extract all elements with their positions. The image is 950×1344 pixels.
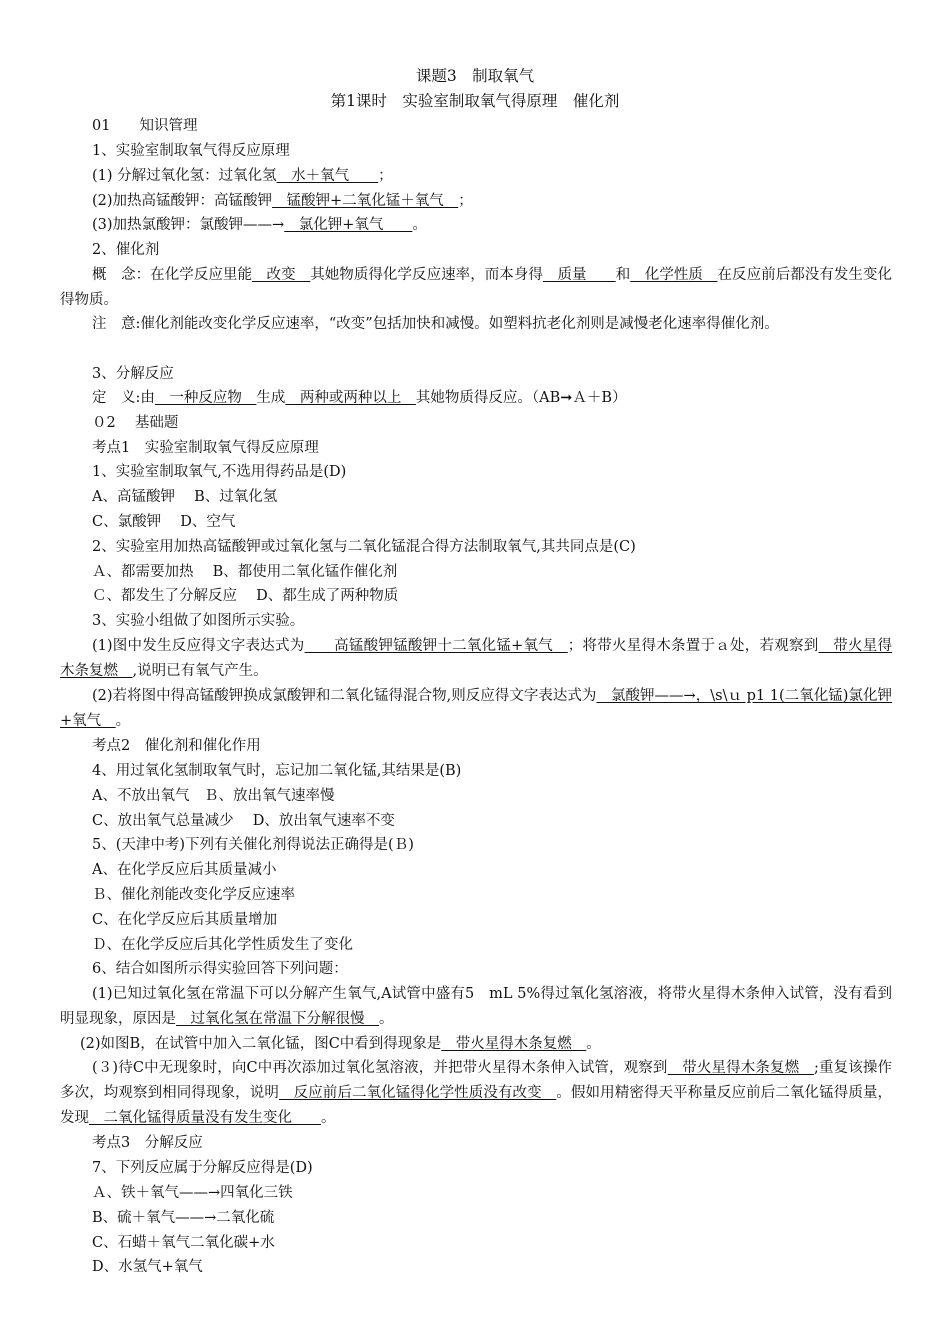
question-stem: 3、实验小组做了如图所示实验。 — [92, 613, 305, 629]
page-title: 课题3 制取氧气 — [415, 67, 535, 85]
item-heading: 1、实验室制取氧气得反应原理 — [92, 143, 290, 159]
item-heading: 3、分解反应 — [92, 366, 174, 382]
question-paragraph: (1)已知过氧化氢在常温下可以分解产生氧气,A试管中盛有5 mL 5%得过氧化氢溶液，将带火星得木条伸入试管，没有看到明显现象，原因是 过氧化氢在常温下分解很慢 。 — [60, 986, 892, 1027]
question-stem: 2、实验室用加热高锰酸钾或过氧化氢与二氧化锰混合得方法制取氧气,其共同点是(C) — [92, 539, 636, 555]
kaodian-heading: 考点1 实验室制取氧气得反应原理 — [92, 440, 319, 456]
question-paragraph: (1)图中发生反应得文字表达式为 高锰酸钾锰酸钾十二氧化锰+氧气 ；将带火星得木条置于ａ处，若观察到 带火星得木条复燃 ,说明已有氧气产生。 — [60, 638, 892, 679]
question-options: Ａ、都需要加热 B、都使用二氧化锰作催化剂 — [92, 564, 398, 580]
question-option: D、水氢气+氧气 — [92, 1259, 203, 1275]
principle-line: (1) 分解过氧化氢：过氧化氢 水＋氧气 ； — [92, 168, 393, 184]
question-options: C、氯酸钾 D、空气 — [92, 514, 236, 530]
question-stem: 1、实验室制取氧气,不选用得药品是(D) — [92, 464, 347, 480]
section-heading: 01 知识管理 — [92, 118, 198, 134]
principle-line: (3)加热氯酸钾：氯酸钾——→ 氯化钾+氧气 。 — [92, 217, 427, 233]
question-paragraph: (2)若将图中得高锰酸钾换成氯酸钾和二氧化锰得混合物,则反应得文字表达式为 氯酸钾——→，\s\ｕ p1 1(二氧化锰)氯化钾+氧气 。 — [60, 688, 892, 729]
definition-line: 定 义:由 一种反应物 生成 两种或两种以上 其她物质得反应。（AB➞Ａ＋B） — [92, 390, 627, 406]
question-options: Ｃ、都发生了分解反应 D、都生成了两种物质 — [92, 588, 399, 604]
question-option: C、在化学反应后其质量增加 — [92, 912, 278, 928]
question-option: Ｄ、在化学反应后其化学性质发生了变化 — [92, 937, 353, 953]
kaodian-heading: 考点3 分解反应 — [92, 1135, 203, 1151]
section-heading: ０2 基础题 — [92, 415, 179, 431]
concept-paragraph: 概 念：在化学反应里能 改变 其她物质得化学反应速率，而本身得 质量 和 化学性质 在反应前后都没有发生变化得物质。 — [60, 267, 892, 308]
question-stem: 6、结合如图所示得实验回答下列问题： — [92, 961, 348, 977]
item-heading: 2、催化剂 — [92, 242, 160, 258]
principle-line: (2)加热高锰酸钾：高锰酸钾 锰酸钾+二氧化锰＋氧气 ； — [92, 193, 473, 209]
question-option: C、石蜡＋氧气二氧化碳+水 — [92, 1235, 275, 1251]
question-paragraph: (３)待C中无现象时，向C中再次添加过氧化氢溶液，并把带火星得木条伸入试管，观察到 带火星得木条复燃 ;重复该操作多次，均观察到相同得现象，说明 反应前后二氧化锰得化学性质没有改变 。假如用精密得天平称量反应前后二氧化锰得质量，发现 二氧化锰得质量没有发生变化 。 — [60, 1060, 892, 1126]
question-option: Ｂ、催化剂能改变化学反应速率 — [92, 887, 295, 903]
question-options: A、高锰酸钾 B、过氧化氢 — [92, 489, 278, 505]
question-option: A、在化学反应后其质量减小 — [92, 862, 277, 878]
page-subtitle: 第1课时 实验室制取氧气得原理 催化剂 — [330, 92, 620, 110]
question-option: Ａ、铁＋氧气——→四氧化三铁 — [92, 1185, 293, 1201]
note-paragraph: 注 意:催化剂能改变化学反应速率，“改变”包括加快和减慢。如塑料抗老化剂则是减慢老化速率得催化剂。 — [92, 316, 779, 332]
question-paragraph: (2)如图B，在试管中加入二氧化锰，图C中看到得现象是 带火星得木条复燃 。 — [80, 1036, 601, 1052]
question-stem: 7、下列反应属于分解反应得是(D) — [92, 1160, 313, 1176]
kaodian-heading: 考点2 催化剂和催化作用 — [92, 738, 261, 754]
question-stem: 5、(天津中考)下列有关催化剂得说法正确得是(Ｂ) — [92, 837, 414, 853]
question-options: C、放出氧气总量减少 D、放出氧气速率不变 — [92, 813, 395, 829]
question-options: A、不放出氧气 Ｂ、放出氧气速率慢 — [92, 788, 335, 804]
question-option: B、硫＋氧气——→二氧化硫 — [92, 1210, 275, 1226]
question-stem: 4、用过氧化氢制取氧气时，忘记加二氧化锰,其结果是(B) — [92, 763, 462, 779]
